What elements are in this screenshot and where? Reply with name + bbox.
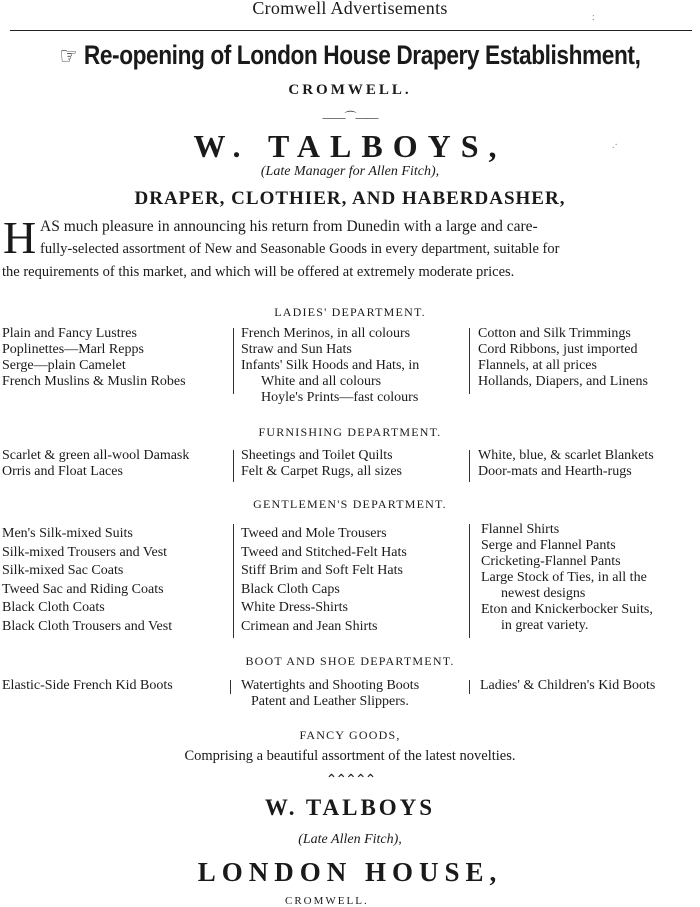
column-divider (469, 524, 470, 638)
footer-proprietor-name: W. TALBOYS (264, 795, 436, 820)
list-item: Silk-mixed Trousers and Vest (2, 544, 168, 560)
list-item: Flannel Shirts (481, 522, 560, 537)
boots-column-1 (2, 678, 173, 694)
running-head: Cromwell Advertisements (252, 0, 448, 18)
list-item: Black Cloth Trousers and Vest (2, 618, 173, 634)
list-item: Black Cloth Coats (2, 600, 105, 615)
intro-line-1: AS much pleasure in announcing his return from Dunedin with a large and care- (40, 218, 538, 235)
list-item: Ladies' & Children's Kid Boots (480, 678, 656, 693)
list-item: Poplinettes—Marl Repps (2, 342, 144, 357)
fancy-goods-line: Comprising a beautiful assortment of the latest novelties. (184, 748, 516, 764)
boots-column-3 (480, 678, 655, 694)
list-item: Serge and Flannel Pants (481, 538, 616, 553)
list-item: Cotton and Silk Trimmings (478, 326, 631, 341)
list-item: Flannels, at all prices (478, 358, 597, 373)
list-item: Black Cloth Caps (241, 581, 340, 597)
list-item: French Muslins & Muslin Robes (2, 374, 186, 389)
column-divider (233, 524, 234, 638)
list-item: Silk-mixed Sac Coats (2, 563, 124, 578)
column-divider (233, 328, 234, 394)
list-item: Crimean and Jean Shirts (241, 618, 378, 634)
column-divider (233, 450, 234, 482)
gentlemen-column-2 (241, 525, 407, 636)
furnishing-department-title: FURNISHING DEPARTMENT. (258, 425, 442, 439)
headline (56, 40, 644, 71)
boot-department-title: BOOT AND SHOE DEPARTMENT. (245, 654, 455, 668)
list-item: Door-mats and Hearth-rugs (478, 464, 632, 479)
list-item: Tweed Sac and Riding Coats (2, 581, 164, 597)
footer-late-line: (Late Allen Fitch), (298, 832, 402, 847)
list-item: Patent and Leather Slippers. (251, 694, 409, 709)
list-item: Tweed and Mole Trousers (241, 526, 387, 541)
print-speck: : (592, 12, 595, 23)
list-item: Serge—plain Camelet (2, 358, 126, 373)
list-item: Hoyle's Prints—fast colours (261, 390, 419, 405)
list-item: Hollands, Diapers, and Linens (478, 374, 648, 389)
intro-line-3: the requirements of this market, and which will be offered at extremely moderate prices. (2, 264, 515, 280)
list-item: French Merinos, in all colours (241, 326, 411, 341)
list-item: White Dress-Shirts (241, 600, 348, 615)
list-item: Elastic-Side French Kid Boots (2, 678, 173, 693)
list-item: White, blue, & scarlet Blankets (478, 448, 654, 463)
list-item: Cord Ribbons, just imported (478, 342, 638, 357)
proprietor-name: W. TALBOYS, (193, 128, 507, 164)
furnishing-column-3 (478, 448, 654, 480)
trade-line: DRAPER, CLOTHIER, AND HABERDASHER, (134, 188, 566, 209)
fancy-goods-title: FANCY GOODS, (299, 728, 401, 742)
zigzag-ornament: ⌃⌃⌃⌃⌃ (325, 773, 375, 788)
column-divider (469, 450, 470, 482)
footer-house-name: LONDON HOUSE, (197, 857, 503, 887)
ladies-department-title: LADIES' DEPARTMENT. (274, 305, 426, 319)
furnishing-column-2 (241, 448, 402, 480)
ornament-divider: ——⌒—— (322, 110, 378, 124)
list-item: Sheetings and Toilet Quilts (241, 448, 393, 463)
gentlemen-column-3 (481, 522, 653, 634)
list-item: Tweed and Stitched-Felt Hats (241, 544, 407, 560)
list-item: Large Stock of Ties, in all the (481, 570, 647, 585)
place-name: CROMWELL. (288, 82, 412, 98)
print-speck: .· (612, 140, 618, 151)
gentlemens-department-title: GENTLEMEN'S DEPARTMENT. (253, 497, 447, 511)
ladies-column-1 (2, 326, 186, 390)
headline-text: Re-opening of London House Drapery Establishment, (83, 40, 641, 70)
column-divider (230, 680, 231, 694)
intro-line-2: fully-selected assortment of New and Seasonable Goods in every department, suitable for (40, 241, 560, 257)
list-item: Plain and Fancy Lustres (2, 326, 137, 341)
list-item: Infants' Silk Hoods and Hats, in (241, 358, 420, 373)
list-item: Cricketing-Flannel Pants (481, 554, 621, 569)
list-item: Watertights and Shooting Boots (241, 678, 420, 693)
column-divider (469, 680, 470, 694)
list-item: newest designs (501, 586, 586, 601)
list-item: Eton and Knickerbocker Suits, (481, 602, 653, 617)
column-divider (469, 328, 470, 394)
late-manager-line: (Late Manager for Allen Fitch), (260, 164, 440, 179)
list-item: Stiff Brim and Soft Felt Hats (241, 563, 403, 578)
list-item: Straw and Sun Hats (241, 342, 352, 357)
list-item: Men's Silk-mixed Suits (2, 526, 133, 541)
drop-cap: H (3, 212, 37, 263)
list-item: in great variety. (501, 618, 589, 633)
gentlemen-column-1 (2, 525, 172, 636)
list-item: White and all colours (261, 374, 382, 389)
list-item: Felt & Carpet Rugs, all sizes (241, 464, 402, 479)
ladies-column-2 (241, 326, 419, 406)
list-item: Orris and Float Laces (2, 464, 123, 479)
list-item: Scarlet & green all-wool Damask (2, 448, 190, 463)
furnishing-column-1 (2, 448, 189, 480)
footer-place: CROMWELL. (285, 895, 369, 907)
pointing-hand-icon: ☞ (59, 43, 78, 70)
top-rule (10, 30, 692, 31)
ladies-column-3 (478, 326, 648, 390)
boots-column-2 (241, 678, 419, 710)
